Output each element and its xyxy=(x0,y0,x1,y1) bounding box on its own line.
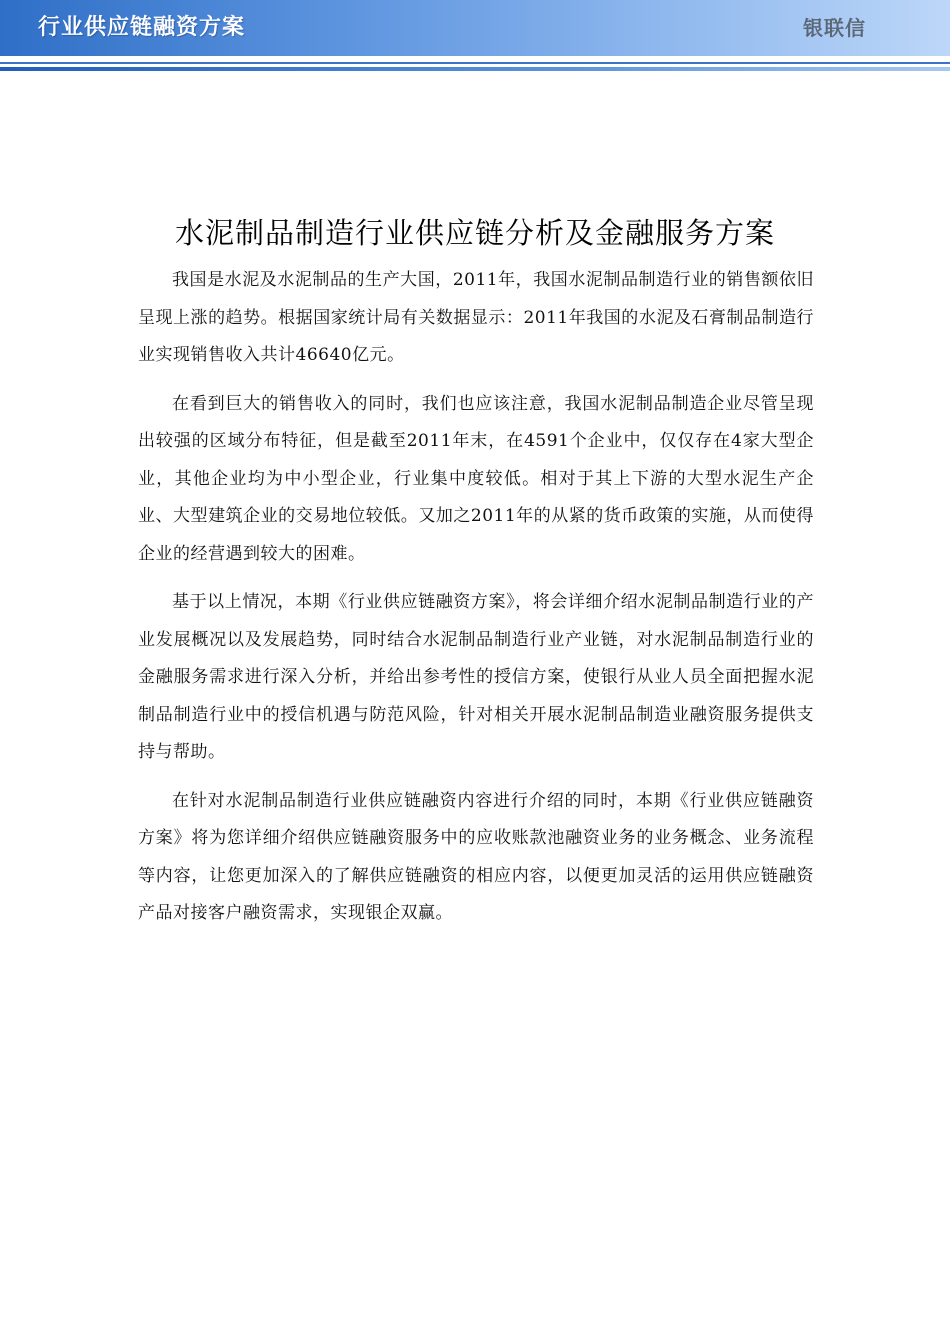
document-body xyxy=(138,262,814,944)
header-brand-logo: 银联信 xyxy=(803,16,866,40)
paragraph: 基于以上情况，本期《行业供应链融资方案》，将会详细介绍水泥制品制造行业的产业发展概况以及发展趋势，同时结合水泥制品制造行业产业链，对水泥制品制造行业的金融服务需求进行深入分析，并给出参考性的授信方案，使银行从业人员全面把握水泥制品制造行业中的授信机遇与防范风险，针对相关开展水泥制品制造业融资服务提供支持与帮助。 xyxy=(138,592,814,762)
document-title: 水泥制品制造行业供应链分析及金融服务方案 xyxy=(174,216,775,251)
paragraph: 我国是水泥及水泥制品的生产大国，2011年，我国水泥制品制造行业的销售额依旧呈现上涨的趋势。根据国家统计局有关数据显示：2011年我国的水泥及石膏制品制造行业实现销售收入共计46640亿元。 xyxy=(138,270,814,365)
paragraph: 在看到巨大的销售收入的同时，我们也应该注意，我国水泥制品制造企业尽管呈现出较强的区域分布特征，但是截至2011年末，在4591个企业中，仅仅存在4家大型企业，其他企业均为中小型企业，行业集中度较低。相对于其上下游的大型水泥生产企业、大型建筑企业的交易地位较低。又加之2011年的从紧的货币政策的实施，从而使得企业的经营遇到较大的困难。 xyxy=(138,393,814,564)
header-banner xyxy=(0,0,950,56)
header-divider-thin xyxy=(0,62,950,64)
header-title: 行业供应链融资方案 xyxy=(38,15,246,40)
paragraph: 在针对水泥制品制造行业供应链融资内容进行介绍的同时，本期《行业供应链融资方案》将为您详细介绍供应链融资服务中的应收账款池融资业务的业务概念、业务流程等内容，让您更加深入的了解供应链融资的相应内容，以便更加灵活的运用供应链融资产品对接客户融资需求，实现银企双赢。 xyxy=(138,790,814,923)
header-divider-thick xyxy=(0,67,950,71)
